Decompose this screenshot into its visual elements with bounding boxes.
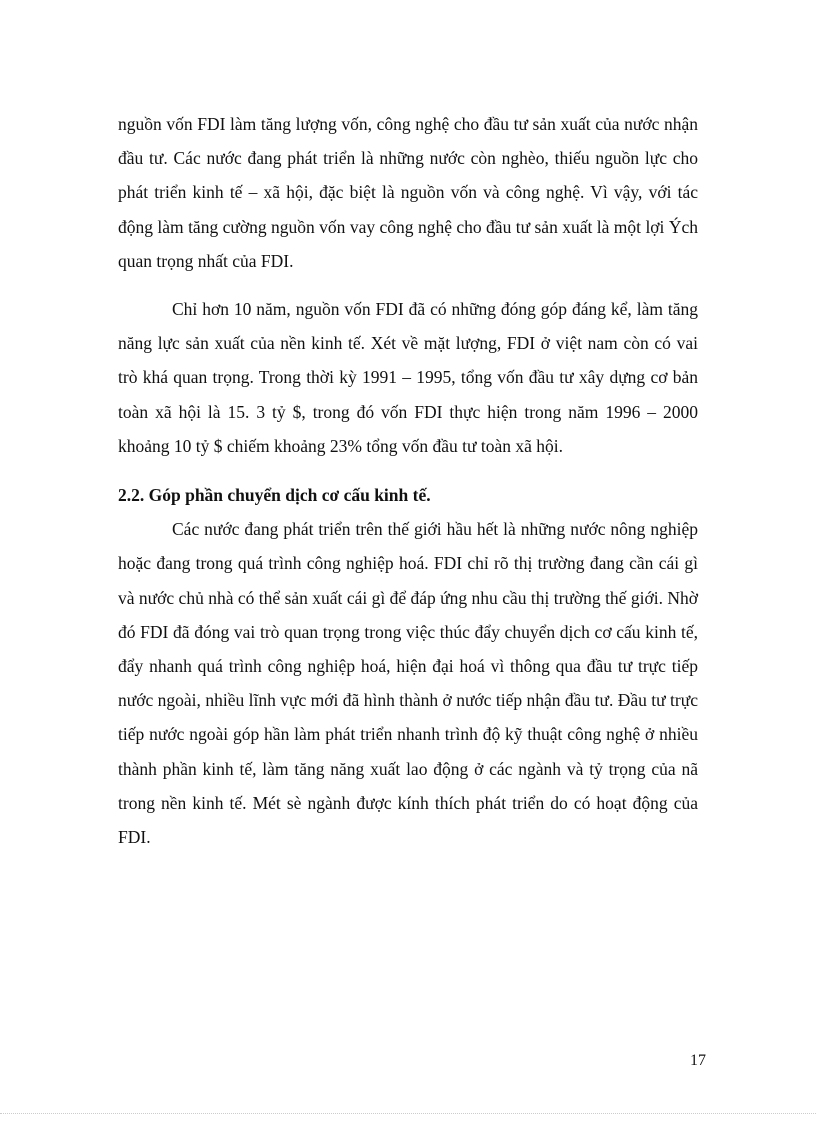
paragraph-economic-restructuring: Các nước đang phát triển trên thế giới hầu hết là những nước nông nghiệp hoặc đang trong quá trình công nghiệp hoá. FDI chỉ rõ thị trường đang cần cái gì và nước chủ nhà có thể sản xuất cái gì để đáp ứng nhu cầu thị trường thế giới. Nhờ đó FDI đã đóng vai trò quan trọng trong việc thúc đẩy chuyển dịch cơ cấu kinh tế, đẩy nhanh quá trình công nghiệp hoá, hiện đại hoá vì thông qua đầu tư trực tiếp nước ngoài, nhiều lĩnh vực mới đã hình thành ở nước tiếp nhận đầu tư. Đầu tư trực tiếp nước ngoài góp hần làm phát triển nhanh trình độ kỹ thuật công nghệ ở nhiều thành phần kinh tế, làm tăng năng xuất lao động ở các ngành và tỷ trọng của nã trong nền kinh tế. Mét sè ngành được kính thích phát triển do có hoạt động của FDI. xyxy=(118,519,698,848)
document-body xyxy=(118,107,698,854)
page-number: 17 xyxy=(690,1052,706,1069)
paragraph-fdi-contribution-figures: Chỉ hơn 10 năm, nguồn vốn FDI đã có những đóng góp đáng kể, làm tăng năng lực sản xuất của nền kinh tế. Xét về mặt lượng, FDI ở việt nam còn có vai trò khá quan trọng. Trong thời kỳ 1991 – 1995, tổng vốn đầu tư xây dựng cơ bản toàn xã hội là 15. 3 tỷ $, trong đó vốn FDI thực hiện trong năm 1996 – 2000 khoảng 10 tỷ $ chiếm khoảng 23% tổng vốn đầu tư toàn xã hội. xyxy=(118,299,698,456)
paragraph-fdi-capital-technology: nguồn vốn FDI làm tăng lượng vốn, công nghệ cho đầu tư sản xuất của nước nhận đầu tư. Các nước đang phát triển là những nước còn nghèo, thiếu nguồn lực cho phát triển kinh tế – xã hội, đặc biệt là nguồn vốn và công nghệ. Vì vậy, với tác động làm tăng cường nguồn vốn vay công nghệ cho đầu tư sản xuất là một lợi Ých quan trọng nhất của FDI. xyxy=(118,114,698,271)
section-heading: 2.2. Góp phần chuyển dịch cơ cấu kinh tế. xyxy=(118,485,431,506)
footer-divider xyxy=(0,1113,816,1114)
